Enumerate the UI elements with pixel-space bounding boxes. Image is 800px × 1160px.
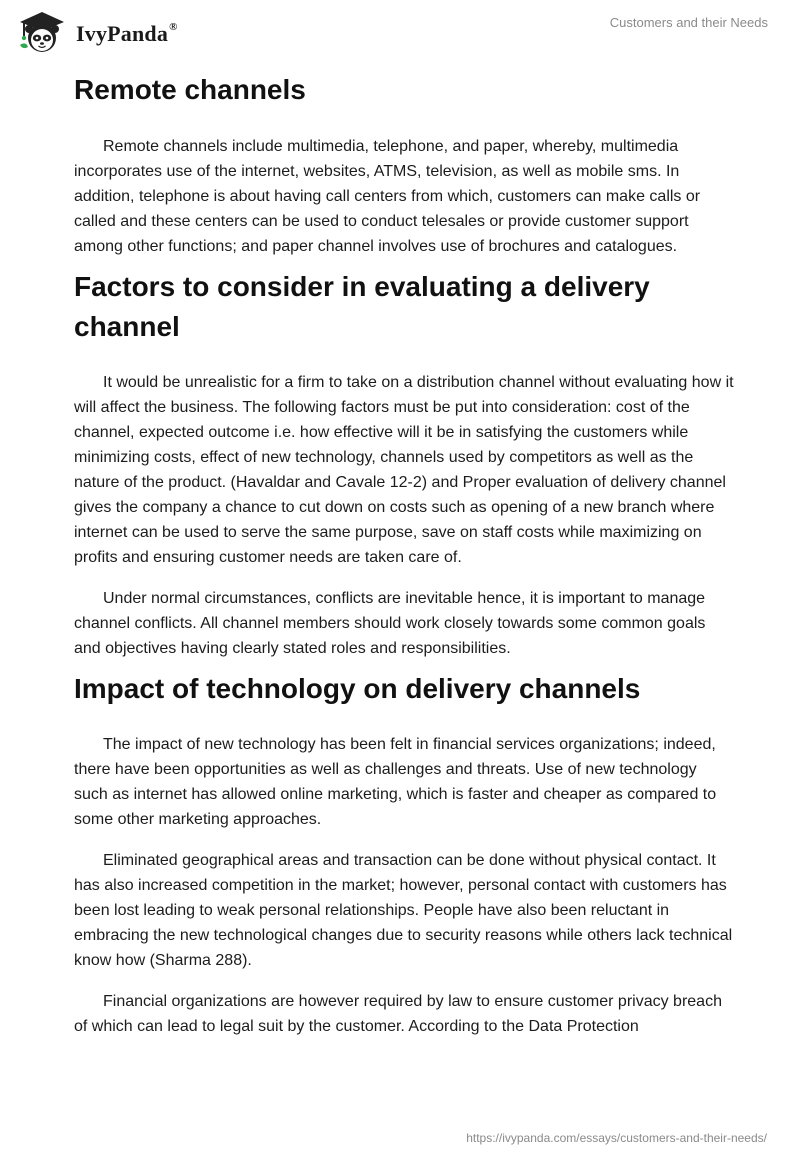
document-title: Customers and their Needs <box>609 15 768 30</box>
section-heading: Remote channels <box>74 74 306 105</box>
section-heading: Factors to consider in evaluating a delivery channel <box>74 271 650 342</box>
ivypanda-logo-link[interactable] <box>16 8 178 58</box>
paragraph: Eliminated geographical areas and transaction can be done without physical contact. It has also increased competition in the market; however, personal contact with customers has been lost leading to weak personal relationships. People have also been reluctant in embracing the new technological changes due to security reasons while others lack technical know how (Sharma 288). <box>74 852 733 969</box>
paragraph: Remote channels include multimedia, telephone, and paper, whereby, multimedia incorporates use of the internet, websites, ATMS, television, as well as mobile sms. In addition, telephone is about having call centers from which, customers can make calls or called and these centers can be used to conduct telesales or provide customer support among other functions; and paper channel involves use of brochures and catalogues. <box>74 138 701 255</box>
panda-graduation-cap-icon <box>16 9 68 57</box>
essay-content <box>74 70 734 1039</box>
brand-name: IvyPanda <box>76 21 169 46</box>
section-impact-of-technology <box>74 669 734 1039</box>
paragraph: The impact of new technology has been felt in financial services organizations; indeed, there have been opportunities as well as challenges and threats. Use of new technology such as internet has allowed online marketing, which is faster and cheaper as compared to some other marketing approaches. <box>74 736 717 828</box>
paragraph: It would be unrealistic for a firm to take on a distribution channel without evaluating how it will affect the business. The following factors must be put into consideration: cost of the channel, expected outcome i.e. how effective will it be in satisfying the customers while minimizing costs, effect of new technology, channels used by competitors as well as the nature of the product. (Havaldar and Cavale 12-2) and Proper evaluation of delivery channel gives the company a chance to cut down on costs such as opening of a new branch where internet can be used to serve the same purpose, save on staff costs while maximizing on profits and ensuring customer needs are taken care of. <box>74 374 734 566</box>
section-remote-channels <box>74 70 734 259</box>
paragraph: Under normal circumstances, conflicts are inevitable hence, it is important to manage channel conflicts. All channel members should work closely towards some common goals and objectives having clearly stated roles and responsibilities. <box>74 590 706 657</box>
brand-wordmark <box>76 21 178 47</box>
section-heading: Impact of technology on delivery channels <box>74 673 641 704</box>
paragraph: Financial organizations are however required by law to ensure customer privacy breach of which can lead to legal suit by the customer. According to the Data Protection <box>74 993 722 1035</box>
source-url-link[interactable]: https://ivypanda.com/essays/customers-and-their-needs/ <box>466 1131 767 1145</box>
section-factors-delivery-channel <box>74 267 734 661</box>
page-header <box>0 0 800 64</box>
registered-mark: ® <box>169 20 178 33</box>
